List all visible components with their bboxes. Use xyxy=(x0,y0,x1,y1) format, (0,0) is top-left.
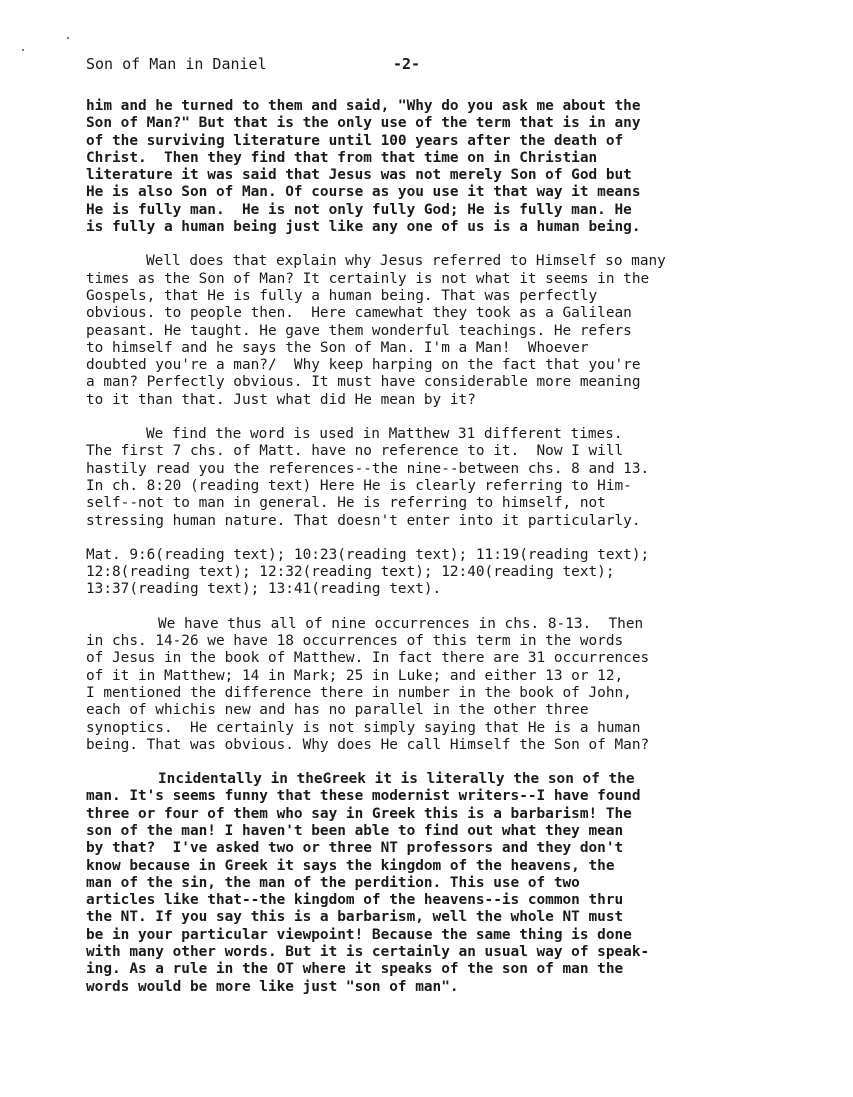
text-line: In ch. 8:20 (reading text) Here He is clearly referring to Him- xyxy=(86,477,632,494)
text-line: 12:8(reading text); 12:32(reading text); 12:40(reading text); xyxy=(86,564,615,581)
text-line: of it in Matthew; 14 in Mark; 25 in Luke; and either 13 or 12, xyxy=(86,667,624,684)
text-line: of the surviving literature until 100 years after the death of xyxy=(86,132,624,149)
text-line: obvious. to people then. Here camewhat they took as a Galilean xyxy=(86,305,632,322)
text-line: Christ. Then they find that from that time on in Christian xyxy=(86,149,598,166)
text-line: words would be more like just "son of man". xyxy=(86,978,459,995)
paragraph xyxy=(86,771,766,996)
paragraph xyxy=(86,616,766,754)
scan-speck xyxy=(22,49,24,51)
scan-speck xyxy=(67,37,69,39)
text-line: with many other words. But it is certainly an usual way of speak- xyxy=(86,944,650,961)
text-line: man. It's seems funny that these modernist writers--I have found xyxy=(86,788,641,805)
text-line: each of whichis new and has no parallel in the other three xyxy=(86,702,589,719)
text-line: Son of Man?" But that is the only use of the term that is in any xyxy=(86,115,641,132)
text-line: Mat. 9:6(reading text); 10:23(reading text); 11:19(reading text); xyxy=(86,546,650,563)
text-line: hastily read you the references--the nine--between chs. 8 and 13. xyxy=(86,460,650,477)
text-line: a man? Perfectly obvious. It must have considerable more meaning xyxy=(86,374,641,391)
text-line: We find the word is used in Matthew 31 different times. xyxy=(146,426,623,443)
text-line: be in your particular viewpoint! Because the same thing is done xyxy=(86,926,632,943)
text-line: He is also Son of Man. Of course as you use it that way it means xyxy=(86,184,641,201)
text-line: of Jesus in the book of Matthew. In fact there are 31 occurrences xyxy=(86,650,650,667)
text-line: Well does that explain why Jesus referred to Himself so many xyxy=(146,253,666,270)
paragraph xyxy=(86,547,766,599)
text-line: is fully a human being just like any one of us is a human being. xyxy=(86,219,641,236)
text-line: by that? I've asked two or three NT professors and they don't xyxy=(86,840,624,857)
text-line: Incidentally in theGreek it is literally the son of the xyxy=(158,771,635,788)
text-line: literature it was said that Jesus was not merely Son of God but xyxy=(86,167,632,184)
paragraph xyxy=(86,98,766,236)
text-line: Gospels, that He is fully a human being. That was perfectly xyxy=(86,287,598,304)
text-line: I mentioned the difference there in number in the book of John, xyxy=(86,684,632,701)
text-line: being. That was obvious. Why does He call Himself the Son of Man? xyxy=(86,736,650,753)
text-line: know because in Greek it says the kingdom of the heavens, the xyxy=(86,857,615,874)
text-line: in chs. 14-26 we have 18 occurrences of this term in the words xyxy=(86,633,624,650)
text-line: man of the sin, the man of the perdition. This use of two xyxy=(86,874,580,891)
text-line: synoptics. He certainly is not simply saying that He is a human xyxy=(86,719,641,736)
text-line: 13:37(reading text); 13:41(reading text). xyxy=(86,581,442,598)
text-line: We have thus all of nine occurrences in chs. 8-13. Then xyxy=(158,615,644,632)
text-line: ing. As a rule in the OT where it speaks of the son of man the xyxy=(86,961,624,978)
page-number: -2- xyxy=(393,55,421,73)
text-line: The first 7 chs. of Matt. have no reference to it. Now I will xyxy=(86,443,624,460)
text-line: articles like that--the kingdom of the heavens--is common thru xyxy=(86,892,624,909)
text-line: self--not to man in general. He is referring to himself, not xyxy=(86,495,606,512)
document-body xyxy=(86,98,766,996)
page-header xyxy=(86,54,766,74)
paragraph xyxy=(86,253,766,409)
text-line: son of the man! I haven't been able to find out what they mean xyxy=(86,822,624,839)
text-line: times as the Son of Man? It certainly is not what it seems in the xyxy=(86,270,650,287)
text-line: the NT. If you say this is a barbarism, well the whole NT must xyxy=(86,909,624,926)
text-line: stressing human nature. That doesn't enter into it particularly. xyxy=(86,512,641,529)
text-line: to it than that. Just what did He mean by it? xyxy=(86,391,476,408)
document-title: Son of Man in Daniel xyxy=(86,55,267,73)
text-line: doubted you're a man?/ Why keep harping on the fact that you're xyxy=(86,357,641,374)
text-line: to himself and he says the Son of Man. I'm a Man! Whoever xyxy=(86,339,589,356)
text-line: three or four of them who say in Greek this is a barbarism! The xyxy=(86,805,632,822)
text-line: He is fully man. He is not only fully God; He is fully man. He xyxy=(86,201,632,218)
paragraph xyxy=(86,426,766,530)
text-line: him and he turned to them and said, "Why do you ask me about the xyxy=(86,98,641,114)
text-line: peasant. He taught. He gave them wonderful teachings. He refers xyxy=(86,322,632,339)
